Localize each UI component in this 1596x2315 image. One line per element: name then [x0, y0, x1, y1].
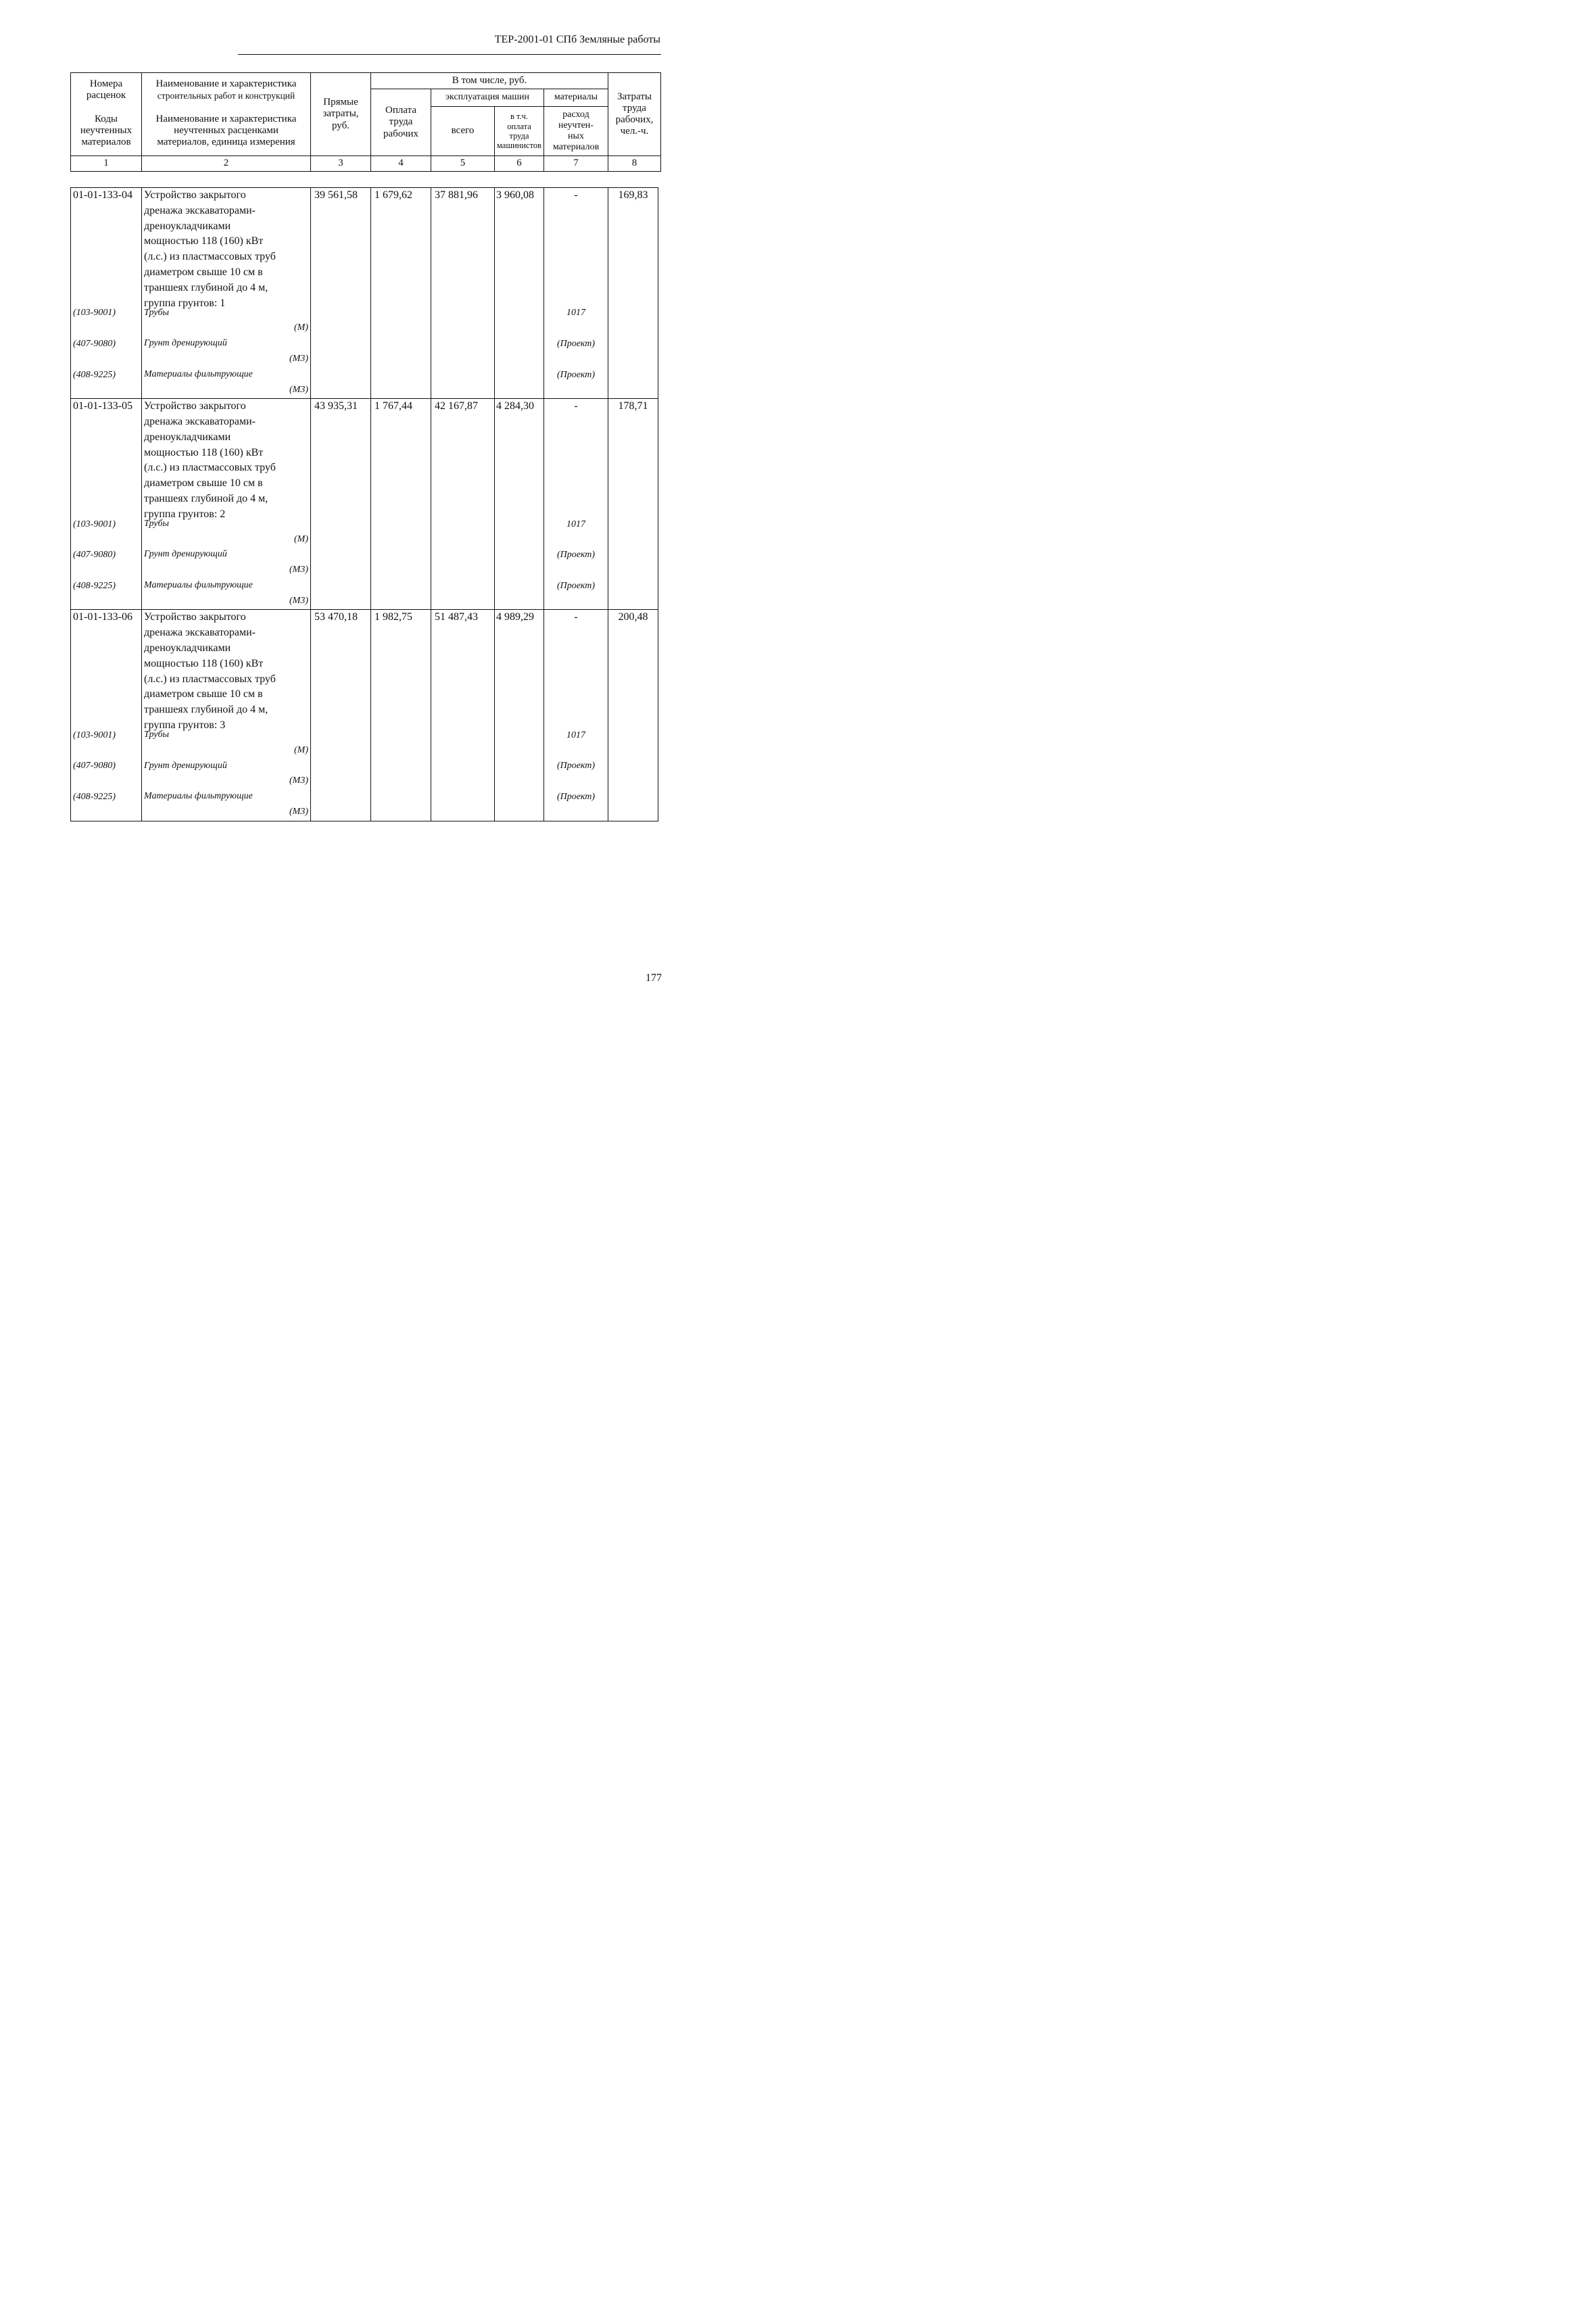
rate-title-line: диаметром свыше 10 см в [144, 688, 263, 700]
cell-machinist-pay [495, 610, 544, 821]
rate-title-line: дренажа экскаваторами- [144, 204, 256, 216]
rate-title-line: дреноукладчиками [144, 220, 231, 232]
col5-header: всего [431, 107, 495, 156]
material-code: (407-9080) [73, 761, 116, 771]
direct-costs: 53 470,18 [314, 611, 358, 623]
rate-title-line: диаметром свыше 10 см в [144, 477, 263, 490]
cell-machines-total [431, 188, 495, 399]
material-consumption: (Проект) [556, 550, 596, 560]
table-header [70, 72, 661, 172]
cell-machines-total [431, 399, 495, 610]
materials-cost: - [574, 611, 578, 623]
material-name: Грунт дренирующий [144, 338, 227, 349]
cell-labor-hours [608, 610, 658, 821]
material-unit: (М) [294, 533, 308, 544]
cell-name [142, 399, 311, 610]
col6-header: в т.ч. оплата труда машинистов [495, 107, 544, 156]
rate-title-line: траншеях глубиной до 4 м, [144, 704, 268, 716]
materials-cost: - [574, 189, 578, 201]
material-name: Грунт дренирующий [144, 549, 227, 560]
machinist-pay: 4 284,30 [496, 400, 534, 412]
material-code: (407-9080) [73, 338, 116, 349]
material-unit: (М) [294, 323, 308, 333]
machinist-pay: 3 960,08 [496, 189, 534, 201]
col3-header: Прямые затраты, руб. [311, 73, 371, 156]
direct-costs: 39 561,58 [314, 189, 358, 201]
cell-direct-costs [311, 188, 371, 399]
material-code: (103-9001) [73, 519, 116, 529]
col-number: 1 [71, 156, 142, 172]
cell-code [71, 188, 142, 399]
rate-row [71, 188, 658, 399]
material-code: (103-9001) [73, 730, 116, 740]
rate-title-line: группа грунтов: 2 [144, 508, 226, 520]
materials-header: материалы [544, 89, 608, 107]
cell-machinist-pay [495, 188, 544, 399]
col-number: 3 [311, 156, 371, 172]
cell-name [142, 188, 311, 399]
material-name: Материалы фильтрующие [144, 368, 253, 379]
rate-title-line: Устройство закрытого [144, 400, 246, 412]
rates-table [70, 187, 658, 821]
rate-title-line: траншеях глубиной до 4 м, [144, 281, 268, 293]
rate-title-line: мощностью 118 (160) кВт [144, 657, 264, 669]
cell-materials [544, 399, 608, 610]
document-header: ТЕР-2001-01 СПб Земляные работы [494, 34, 660, 45]
page-number: 177 [646, 972, 662, 984]
material-name: Трубы [144, 307, 169, 318]
rate-title-line: Устройство закрытого [144, 611, 246, 623]
rate-title-line: (л.с.) из пластмассовых труб [144, 251, 276, 263]
col8-header: Затраты труда рабочих, чел.-ч. [608, 73, 661, 156]
col1-bottom-header: Коды неучтенных материалов [71, 107, 142, 156]
cell-direct-costs [311, 399, 371, 610]
material-consumption: (Проект) [556, 580, 596, 591]
material-unit: (М3) [289, 565, 308, 575]
direct-costs: 43 935,31 [314, 400, 358, 412]
material-code: (408-9225) [73, 580, 116, 591]
col4-header: Оплата труда рабочих [371, 89, 431, 156]
col-number: 4 [371, 156, 431, 172]
material-name: Грунт дренирующий [144, 760, 227, 771]
material-unit: (М3) [289, 353, 308, 364]
machines-total: 42 167,87 [435, 400, 478, 412]
col-number: 6 [495, 156, 544, 172]
labor-hours: 169,83 [618, 189, 648, 201]
cell-machinist-pay [495, 399, 544, 610]
labor-pay: 1 767,44 [374, 400, 412, 412]
cell-name [142, 610, 311, 821]
material-consumption: (Проект) [556, 761, 596, 771]
rate-title-line: диаметром свыше 10 см в [144, 266, 263, 278]
material-name: Трубы [144, 518, 169, 529]
rate-row [71, 399, 658, 610]
col2-top-header: Наименование и характеристика строительных работ и конструкций [142, 73, 311, 107]
rate-title-line: Устройство закрытого [144, 189, 246, 201]
material-code: (103-9001) [73, 308, 116, 318]
rate-code: 01-01-133-06 [73, 611, 132, 623]
material-consumption: (Проект) [556, 338, 596, 349]
material-consumption: 1017 [566, 308, 585, 318]
rate-title-line: мощностью 118 (160) кВт [144, 446, 264, 458]
materials-cost: - [574, 400, 578, 412]
material-unit: (М3) [289, 384, 308, 395]
rate-title-line: мощностью 118 (160) кВт [144, 235, 264, 247]
rate-title-line: дреноукладчиками [144, 431, 231, 443]
material-name: Материалы фильтрующие [144, 791, 253, 802]
rate-code: 01-01-133-05 [73, 400, 132, 412]
labor-hours: 200,48 [618, 611, 648, 623]
cell-machines-total [431, 610, 495, 821]
material-code: (408-9225) [73, 791, 116, 802]
cell-labor-pay [371, 399, 431, 610]
material-unit: (М3) [289, 806, 308, 817]
labor-pay: 1 679,62 [374, 189, 412, 201]
cell-materials [544, 188, 608, 399]
rate-title-line: (л.с.) из пластмассовых труб [144, 462, 276, 474]
material-unit: (М3) [289, 775, 308, 786]
cell-code [71, 610, 142, 821]
machinist-pay: 4 989,29 [496, 611, 534, 623]
material-name: Трубы [144, 729, 169, 740]
col-number: 2 [142, 156, 311, 172]
material-code: (407-9080) [73, 550, 116, 560]
col7-header: расход неучтен- ных материалов [544, 107, 608, 156]
labor-pay: 1 982,75 [374, 611, 412, 623]
material-code: (408-9225) [73, 369, 116, 380]
group-header: В том числе, руб. [371, 73, 608, 89]
cell-direct-costs [311, 610, 371, 821]
material-consumption: (Проект) [556, 791, 596, 802]
rate-title-line: дренажа экскаваторами- [144, 627, 256, 639]
rate-title-line: (л.с.) из пластмассовых труб [144, 673, 276, 685]
col2-bottom-header: Наименование и характеристика неучтенных расценками материалов, единица измерения [142, 107, 311, 156]
rate-code: 01-01-133-04 [73, 189, 132, 201]
col-number: 5 [431, 156, 495, 172]
machines-total: 51 487,43 [435, 611, 478, 623]
machines-total: 37 881,96 [435, 189, 478, 201]
col1-top-header: Номера расценок [71, 73, 142, 107]
material-unit: (М3) [289, 595, 308, 606]
material-name: Материалы фильтрующие [144, 579, 253, 590]
col-number: 7 [544, 156, 608, 172]
cell-materials [544, 610, 608, 821]
material-unit: (М) [294, 744, 308, 755]
labor-hours: 178,71 [618, 400, 648, 412]
rate-title-line: траншеях глубиной до 4 м, [144, 492, 268, 504]
rate-title-line: дреноукладчиками [144, 642, 231, 654]
cell-labor-hours [608, 399, 658, 610]
rate-title-line: группа грунтов: 3 [144, 719, 226, 731]
material-consumption: (Проект) [556, 369, 596, 380]
material-consumption: 1017 [566, 519, 585, 529]
cell-labor-pay [371, 188, 431, 399]
cell-labor-hours [608, 188, 658, 399]
material-consumption: 1017 [566, 730, 585, 740]
rate-row [71, 610, 658, 821]
machines-header: эксплуатация машин [431, 89, 544, 107]
cell-labor-pay [371, 610, 431, 821]
header-rule [238, 54, 661, 55]
rate-title-line: группа грунтов: 1 [144, 297, 226, 309]
rate-title-line: дренажа экскаваторами- [144, 415, 256, 427]
cell-code [71, 399, 142, 610]
col-number: 8 [608, 156, 661, 172]
